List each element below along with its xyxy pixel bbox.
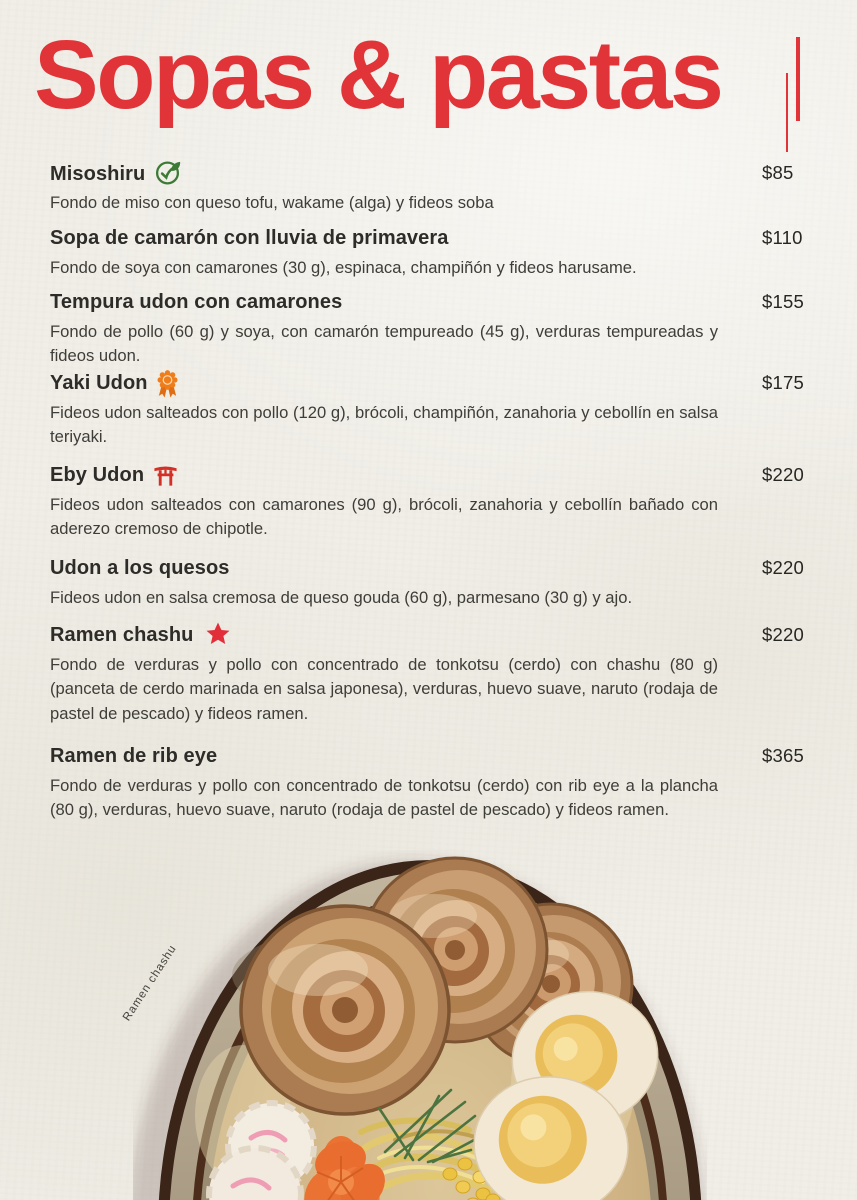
award-medal-icon (155, 369, 180, 399)
menu-item-header-row (50, 369, 807, 397)
menu-item (50, 159, 807, 215)
item-name: Misoshiru (50, 163, 146, 185)
star-icon (206, 622, 230, 645)
item-description: Fondo de verduras y pollo con concentrado de tonkotsu (cerdo) con rib eye a la plancha (80 g), verduras, huevo suave, naruto (rodaja de pastel de pescado) y fideos ramen. (50, 776, 718, 820)
menu-item-header-row (50, 159, 807, 187)
item-name: Eby Udon (50, 464, 145, 486)
menu-item (50, 742, 807, 823)
item-name: Yaki Udon (50, 372, 148, 394)
item-name: Sopa de camarón con lluvia de primavera (50, 227, 449, 249)
item-price: $365 (762, 745, 804, 766)
torii-gate-icon (153, 462, 178, 487)
menu-item (50, 369, 807, 450)
item-name: Ramen chashu (50, 624, 194, 646)
item-price: $110 (762, 227, 803, 248)
menu-item-header-row (50, 461, 807, 489)
item-description: Fideos udon salteados con pollo (120 g), brócoli, champiñón, zanahoria y cebollín en salsa teriyaki. (50, 403, 718, 447)
menu-item-header-row (50, 554, 807, 582)
item-description: Fondo de soya con camarones (30 g), espinaca, champiñón y fideos harusame. (50, 258, 637, 277)
item-price: $155 (762, 291, 804, 312)
item-name: Tempura udon con camarones (50, 291, 343, 313)
item-price: $220 (762, 624, 804, 645)
item-description: Fondo de verduras y pollo con concentrado de tonkotsu (cerdo) con chashu (80 g) (panceta de cerdo marinada en salsa japonesa), verduras, huevo suave, naruto (rodaja de pastel de pescado) y fideos ramen. (50, 655, 718, 723)
item-description: Fondo de miso con queso tofu, wakame (alga) y fideos soba (50, 193, 494, 212)
item-description: Fideos udon salteados con camarones (90 g), brócoli, zanahoria y cebollín bañado con aderezo cremoso de chipotle. (50, 495, 718, 539)
item-price: $175 (762, 372, 804, 393)
menu-item-header-row (50, 621, 807, 649)
item-price: $220 (762, 464, 804, 485)
title-accent-line-tall (796, 37, 800, 121)
item-price: $85 (762, 162, 794, 183)
menu-item (50, 224, 807, 280)
vegetarian-icon (154, 159, 181, 186)
menu-item-header-row (50, 224, 807, 252)
title-accent-line-short (786, 73, 788, 152)
menu-item (50, 288, 807, 369)
item-description: Fondo de pollo (60 g) y soya, con camarón tempureado (45 g), verduras tempureadas y fideos udon. (50, 322, 718, 366)
ramen-bowl-photo (133, 850, 707, 1200)
item-description: Fideos udon en salsa cremosa de queso gouda (60 g), parmesano (30 g) y ajo. (50, 588, 633, 607)
item-name: Ramen de rib eye (50, 745, 218, 767)
menu-item (50, 461, 807, 542)
item-price: $220 (762, 557, 804, 578)
menu-item (50, 554, 807, 610)
page-title: Sopas & pastas (34, 20, 722, 129)
menu-item (50, 621, 807, 726)
menu-item-header-row (50, 288, 807, 316)
item-name: Udon a los quesos (50, 557, 230, 579)
menu-item-header-row (50, 742, 807, 770)
photo-caption: Ramen chashu (120, 942, 180, 1024)
